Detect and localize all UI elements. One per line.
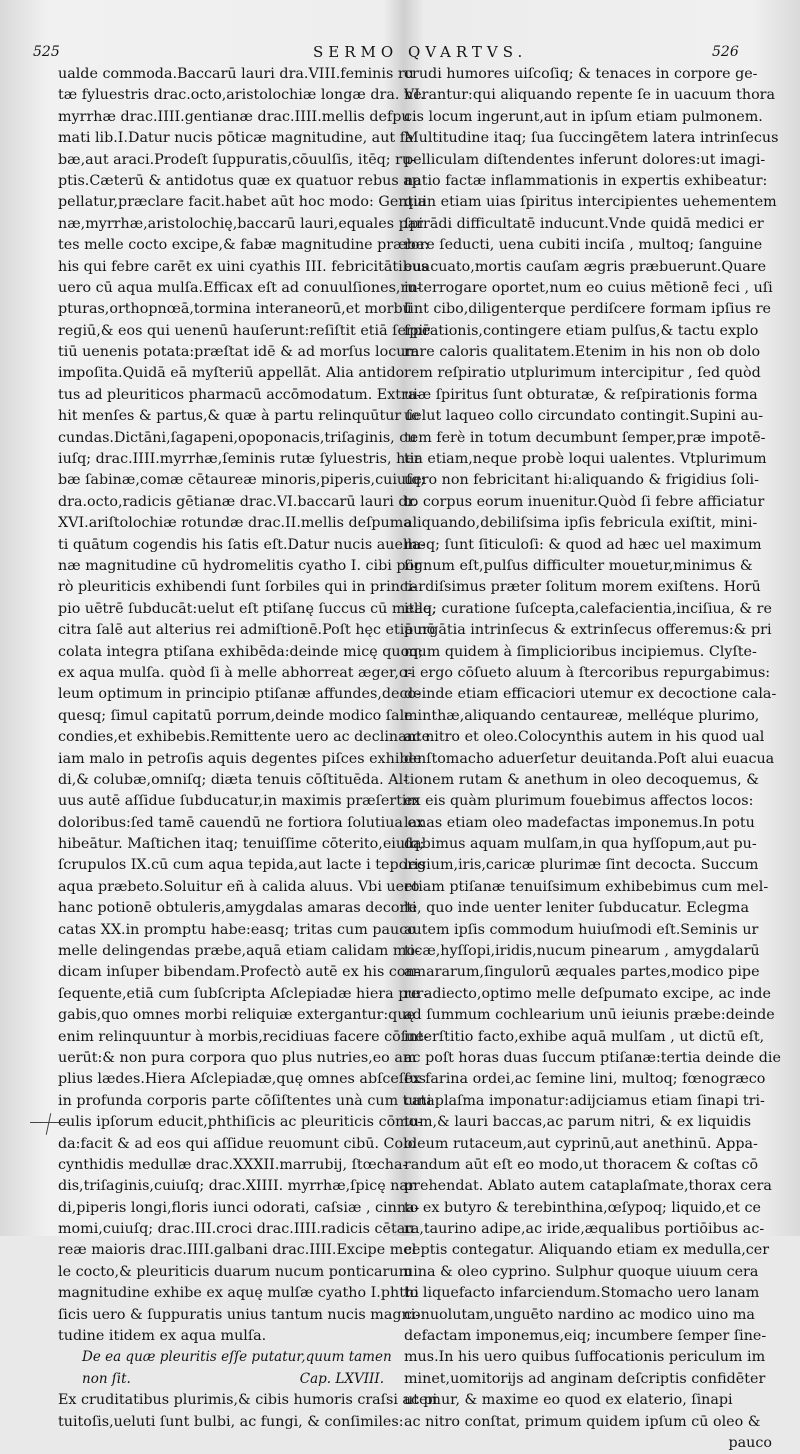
- text-line: cataplaſma imponatur:adijciamus etiam ſinapi tri-: [404, 1092, 765, 1109]
- text-line: ex aqua mulſa. quòd ſi à melle abhorreat æger,o-: [58, 664, 413, 681]
- text-line: cynthidis medullæ drac.XXXII.marrubij, ſtœcha-: [58, 1156, 408, 1173]
- text-line: le cocto,& pleuriticis duarum nucum ponticarum: [58, 1263, 413, 1280]
- text-line: ualde commoda.Baccarū lauri dra.VIII.feminis ru: [58, 66, 414, 82]
- text-line: impoſita.Quidā eā myſteriū appellāt. Alia antido: [58, 365, 405, 382]
- text-line: tia etiam,neque probè loqui ualentes. Vtplurimum: [404, 451, 767, 468]
- text-line: mati lib.I.Datur nucis pōticæ magnitudine, aut fa: [58, 130, 414, 147]
- text-line: pellatur,præclare facit.habet aūt hoc modo: Gentia: [58, 194, 427, 211]
- text-line: momi,cuiuſq; drac.III.croci drac.IIII.radicis cētau: [58, 1221, 415, 1238]
- text-line: colata integra ptiſana exhibēda:deinde micę quoq;: [58, 643, 424, 660]
- text-line: itaq; curatione ſuſcepta,calefacientia,inciſiua, & re: [404, 600, 772, 617]
- text-line: re adiecto,optimo melle deſpumato excipe, ac inde: [404, 985, 771, 1002]
- text-line: condies,et exhibebis.Remittente uero ac declinante: [58, 729, 431, 746]
- text-line: his qui febre carēt ex uini cyathis III. febricitātibus: [58, 258, 429, 275]
- text-line: dis,triſaginis,cuiuſq; drac.XIIII. myrrhæ,ſpicę nar: [58, 1178, 415, 1195]
- text-line: pturas,orthopnœā,tormina interaneorū,et morbū: [58, 301, 412, 318]
- text-line: di,& colubæ,omniſq; diæta tenuis cōſtituēda. Al-: [58, 771, 409, 788]
- text-line: tem ferè in totum decumbunt ſemper,præ impotē-: [404, 429, 766, 446]
- text-line: mum quidem à ſimplicioribus incipiemus. Clyſte-: [404, 643, 757, 660]
- text-line: ſpirādi difficultatē inducunt.Vnde quidā medici er: [404, 215, 764, 232]
- right-column: [404, 64, 794, 1454]
- catchword: pauco: [728, 1435, 772, 1451]
- text-line: ſicis uero & ſuppuratis unius tantum nucis magni-: [58, 1306, 421, 1323]
- text-line: regiū,& eos qui uenenū hauſerunt:reſiſtit etiā ſerpē: [58, 322, 431, 339]
- text-line: tus ad pleuriticos pharmacū accōmodatum. Extra-: [58, 386, 422, 403]
- text-line: ſignum eſt,pulſus difficulter mouetur,minimus &: [404, 557, 753, 574]
- text-line: rem reſpiratio utplurimum intercipitur , ſed quòd: [404, 365, 761, 382]
- caption-text: non ſit.: [82, 1370, 131, 1387]
- text-line: randum aūt eſt eo modo,ut thoracem & coſtas cō: [404, 1156, 759, 1173]
- text-line: aqua præbeto.Soluitur eñ à calida aluus. Vbi uero: [58, 878, 420, 895]
- text-line: uiæ ſpiritus ſunt obturatæ, & reſpirationis forma: [404, 386, 758, 403]
- text-line: uerūt:& non pura corpora quo plus nutries,eo am: [58, 1049, 417, 1066]
- text-line: quin etiam uias ſpiritus intercipientes uehementem: [404, 194, 777, 211]
- text-line: mus.In his uero quibus ſuffocationis periculum im: [404, 1349, 766, 1366]
- text-line: aliquando,debiliſsima ipſis febricula exiſtit, mini-: [404, 515, 758, 532]
- text-line: ac nitro et oleo.Colocynthis autem in his quod ual: [404, 729, 765, 746]
- text-line: rore ſeducti, uena cubiti inciſa , multoq; ſanguine: [404, 237, 763, 254]
- text-line: hit menſes & partus,& quæ à partu relinquūtur ſe: [58, 408, 420, 425]
- text-line: crudi humores uiſcoſiq; & tenaces in corpore ge-: [404, 66, 758, 82]
- text-line: gabis,quo omnes morbi reliquiæ extergantur:quę: [58, 1007, 416, 1024]
- text-line: ptis.Cæterū & antidotus quæ ex quatuor rebus ap: [58, 172, 421, 189]
- text-line: dra.octo,radicis gētianæ drac.VI.baccarū lauri dr.: [58, 493, 418, 510]
- text-line: iam malo in petroſis aquis degentes piſces exhiben: [58, 750, 427, 767]
- text-line: plius lædes.Hiera Aſclepiadæ,quę omnes abſceſſus: [58, 1071, 426, 1088]
- text-line: dabimus aquam mulſam,in qua hyſſopum,aut pu-: [404, 836, 757, 853]
- text-line: ſequente,etiā cum ſubſcripta Aſclepiadæ hiera pur-: [58, 985, 429, 1002]
- text-line: ſint cibo,diligenterque perdiſcere formam ipſius re: [404, 301, 771, 318]
- text-line: pelliculam diſtendentes inferunt dolores:ut imagi-: [404, 151, 766, 168]
- text-line: uelut laqueo collo circundato contingit.Supini au-: [404, 408, 764, 425]
- text-line: ad ſummum cochlearium unū ieiunis præbe:deinde: [404, 1007, 775, 1024]
- text-line: legium,iris,caricæ plurimæ ſint decocta. Succum: [404, 857, 759, 874]
- handwritten-mark: [30, 1122, 68, 1141]
- text-line: le, quo inde uenter leniter ſubducatur. Eclegma: [404, 900, 749, 917]
- text-line: dicam inſuper bibendam.Profectò autē ex his con-: [58, 964, 420, 981]
- text-line: interrogare oportet,num eo cuius mētionē feci , uſi: [404, 279, 773, 296]
- text-line: da:facit & ad eos qui aſſidue reuomunt cibū. Colo: [58, 1135, 417, 1152]
- text-line: catas XX.in promptu habe:easq; tritas cum pauco: [58, 921, 416, 938]
- text-line: bæ,aut araci.Prodeſt ſuppuratis,cōuulſis, itēq; ru-: [58, 151, 417, 168]
- text-line: Ex cruditatibus plurimis,& cibis humoris craſsi ac pi: [58, 1392, 438, 1409]
- text-line: citra ſalē aut alterius rei admiſtionē.Poſt hęc etiā nō: [58, 622, 436, 639]
- text-line: autem ipſis commodum huiuſmodi eſt.Seminis ur: [404, 921, 759, 938]
- text-line: enim relinquuntur à morbis,recidiuas facere cōſue-: [58, 1028, 429, 1045]
- text-line: utemur, & maxime eo quod ex elaterio, ſinapi: [404, 1392, 733, 1409]
- text-line: to liquefacto infarciendum.Stomacho uero lanam: [404, 1285, 760, 1302]
- text-line: deinde etiam efficaciori utemur ex decoctione cala-: [404, 686, 777, 703]
- text-line: leum optimum in principio ptiſanæ affundes,deco-: [58, 686, 421, 703]
- text-line: natio factæ inflammationis in expertis exhibeatur:: [404, 172, 768, 189]
- text-line: XVI.ariſtolochiæ rotundæ drac.II.mellis deſpuma: [58, 515, 412, 532]
- text-line: magnitudine exhibe ex aquę mulſæ cyatho I.phthi: [58, 1285, 419, 1302]
- text-line: iuſq; drac.IIII.myrrhæ,ſeminis rutæ ſyluestris, her: [58, 451, 421, 468]
- text-line: to corpus eorum inuenitur.Quòd ſi febre afficiatur: [404, 493, 765, 510]
- page-number-left: 525: [33, 44, 60, 60]
- left-column: [58, 64, 438, 1433]
- text-line: tionem rutam & anethum in oleo decoquemus, &: [404, 771, 759, 788]
- running-title: SERMO QVARTVS.: [313, 43, 528, 61]
- text-line: minthæ,aliquando centaureæ, melléque plurimo,: [404, 707, 760, 724]
- text-line: lanas etiam oleo madefactas imponemus.In potu: [404, 814, 755, 831]
- text-line: ri ergo cōſueto aluum à ſtercoribus repurgabimus:: [404, 664, 771, 681]
- text-line: quesq; ſimul capitatū porrum,deinde modico ſale: [58, 707, 413, 724]
- text-line: pio uētrē ſubducāt:uelut eſt ptiſanę ſuccus cū melle,: [58, 600, 437, 617]
- text-line: tudine itidem ex aqua mulſa.: [58, 1328, 267, 1345]
- text-line: ex eis quàm plurimum fouebimus affectos locos:: [404, 793, 754, 810]
- text-line: næ magnitudine cū hydromelitis cyatho I. cibi por: [58, 557, 421, 574]
- text-line: tæ fyluestris drac.octo,aristolochiæ longæ dra. VI.: [58, 87, 425, 104]
- text-line: cis locum ingerunt,aut in ipſum etiam pulmonem.: [404, 108, 763, 125]
- text-line: ac nitro conſtat, primum quidem ipſum cū oleo &: [404, 1413, 761, 1430]
- text-line: culis ipſorum educit,phthiſicis ac pleuriticis cōmo-: [58, 1114, 423, 1131]
- text-line: myrrhæ drac.IIII.gentianæ drac.IIII.mellis defpu: [58, 108, 411, 125]
- text-line: rò pleuriticis exhibendi ſunt ſorbiles qui in princi-: [58, 579, 418, 596]
- text-line: etiam ptiſanæ tenuiſsimum exhibebimus cum mel-: [404, 878, 769, 895]
- text-line: oleum rutaceum,aut cyprinū,aut anethinū. Appa-: [404, 1135, 758, 1152]
- text-line: ſcrupulos IX.cū cum aqua tepida,aut lacte i teporis: [58, 857, 427, 874]
- text-line: uero non febricitant hi:aliquando & frigidius ſoli-: [404, 472, 759, 489]
- text-line: tum,& lauri baccas,ac parum nitri, & ex liquidis: [404, 1114, 752, 1131]
- text-line: melle delingendas præbe,aquā etiam calidam mo-: [58, 943, 420, 960]
- text-line: uero cū aqua mulſa.Efficax eſt ad conuulſiones,ru-: [58, 279, 422, 296]
- text-line: tardiſsimus præter ſolitum morem exiſtens. Horū: [404, 579, 761, 596]
- text-line: purgātia intrinſecus & extrinſecus offeremus:& pri: [404, 622, 772, 639]
- text-line: to ex butyro & terebinthina,œſypoq; liquido,et ce: [404, 1199, 762, 1216]
- text-line: uina & oleo cyprino. Sulphur quoque uiuum cera: [404, 1263, 759, 1280]
- text-line: euacuato,mortis cauſam ægris præbuerunt.Quare: [404, 258, 767, 275]
- text-line: bæ ſabinæ,comæ cētaureæ minoris,piperis,cuiuſq;: [58, 472, 426, 489]
- text-line: reæ maioris drac.IIII.galbani drac.IIII.Excipe mel: [58, 1242, 417, 1259]
- text-line: amararum,ſingulorū æquales partes,modico pipe: [404, 964, 760, 981]
- text-line: conuolutam,unguēto nardino ac modico uino ma: [404, 1306, 755, 1323]
- text-line: ti quātum cogendis his ſatis eſt.Datur nucis auella-: [58, 536, 426, 553]
- text-line: ſpirationis,contingere etiam pulſus,& tactu explo: [404, 322, 759, 339]
- text-line: cundas.Dictāni,ſagapeni,opoponacis,triſaginis, cu: [58, 429, 417, 446]
- text-line: ticæ,hyſſopi,iridis,nucum pinearum , amygdalarū: [404, 943, 760, 960]
- text-line: interſtitio facto,exhibe aquā mulſam , ut dictū eſt,: [404, 1028, 765, 1045]
- text-line: in profunda corporis parte cōſiſtentes unà cum tuni: [58, 1092, 432, 1109]
- text-line: di,piperis longi,floris iunci odorati, caſsiæ , cinna-: [58, 1199, 420, 1216]
- text-line: ra,taurino adipe,ac iride,æqualibus portiōibus ac-: [404, 1221, 765, 1238]
- text-line: nerantur:qui aliquando repente ſe in uacuum thora: [404, 87, 776, 104]
- text-line: meq; ſunt ſiticuloſi: & quod ad hæc uel maximum: [404, 536, 762, 553]
- text-line: ex farina ordei,ac ſemine lini, multoq; fœnogræco: [404, 1071, 766, 1088]
- text-line: Multitudine itaq; ſua ſuccingētem latera intrinſecus: [404, 130, 779, 147]
- text-line: rare caloris qualitatem.Etenim in his non ob dolo: [404, 344, 761, 361]
- text-line: tiū uenenis potata:præſtat idē & ad morſus locum: [58, 344, 420, 361]
- chapter-number: Cap. LXVIII.: [299, 1370, 384, 1387]
- text-line: uus autē aſſidue ſubducatur,in maximis præſertim: [58, 793, 421, 810]
- text-line: hanc potionē obtuleris,amygdalas amaras decorti: [58, 900, 417, 917]
- text-line: ceptis contegatur. Aliquando etiam ex medulla,cer: [404, 1242, 770, 1259]
- page-number-right: 526: [712, 44, 739, 60]
- text-line: prehendat. Ablato autem cataplaſmate,thorax cera: [404, 1178, 772, 1195]
- text-line: tes melle cocto excipe,& fabæ magnitudine præbe:: [58, 237, 430, 254]
- text-line: ac poſt horas duas ſuccum ptiſanæ:tertia deinde die: [404, 1049, 781, 1066]
- text-line: hibeātur. Maſtichen itaq; tenuiſſime cōterito,eiuſq;: [58, 836, 425, 853]
- text-line: tuitoſis,ueluti ſunt bulbi, ac fungi, & conſimiles:: [58, 1413, 404, 1430]
- text-line: doloribus:ſed tamē cauendū ne fortiora ſolutiua ex: [58, 814, 425, 831]
- text-line: defactam imponemus,eiq; incumbere ſemper ſine-: [404, 1328, 767, 1345]
- text-line: næ,myrrhæ,aristolochię,baccarū lauri,equales par: [58, 215, 424, 232]
- text-line: minet,uomitorijs ad anginam deſcriptis confidēter: [404, 1370, 766, 1387]
- chapter-caption: De ea quæ pleuritis eſſe putatur,quum tamen: [82, 1349, 392, 1366]
- text-line: de ſtomacho aduerſetur deuitanda.Poſt alui euacua: [404, 750, 775, 767]
- chapter-caption-cont: [58, 1369, 396, 1390]
